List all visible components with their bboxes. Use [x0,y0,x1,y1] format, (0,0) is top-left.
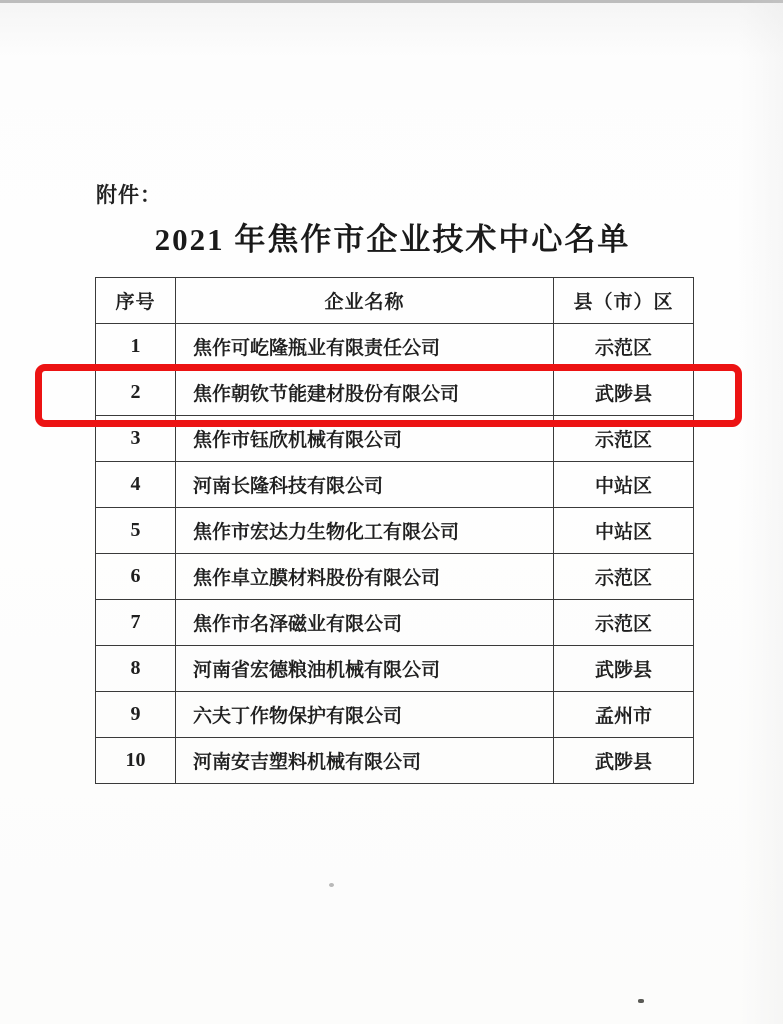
cell-name: 焦作市宏达力生物化工有限公司 [176,508,554,554]
table-row [96,692,694,738]
page-title: 2021 年焦作市企业技术中心名单 [154,222,631,257]
cell-district: 示范区 [554,554,694,600]
cell-name: 河南省宏德粮油机械有限公司 [176,646,554,692]
table-header [96,278,694,324]
cell-name: 焦作可屹隆瓶业有限责任公司 [176,324,554,370]
scan-top-haze [0,3,783,58]
table-row [96,646,694,692]
cell-no: 3 [96,416,176,462]
header-cell-name: 企业名称 [176,278,554,324]
header-cell-district: 县（市）区 [554,278,694,324]
table-row [96,324,694,370]
table-row [96,554,694,600]
cell-name: 河南长隆科技有限公司 [176,462,554,508]
cell-no: 7 [96,600,176,646]
table-row [96,416,694,462]
attachment-label: 附件： [96,183,162,207]
header-cell-no: 序号 [96,278,176,324]
cell-name: 焦作卓立膜材料股份有限公司 [176,554,554,600]
scan-speck [638,999,644,1003]
cell-district: 示范区 [554,600,694,646]
scan-right-haze [738,0,783,1024]
cell-no: 4 [96,462,176,508]
cell-no: 9 [96,692,176,738]
cell-no: 2 [96,370,176,416]
table-body [96,324,694,784]
cell-district: 武陟县 [554,370,694,416]
cell-name: 焦作市名泽磁业有限公司 [176,600,554,646]
cell-district: 示范区 [554,416,694,462]
cell-district: 中站区 [554,462,694,508]
cell-name: 焦作市钰欣机械有限公司 [176,416,554,462]
cell-name: 六夫丁作物保护有限公司 [176,692,554,738]
table-row [96,600,694,646]
table-row [96,370,694,416]
table-row [96,508,694,554]
cell-no: 10 [96,738,176,784]
cell-no: 8 [96,646,176,692]
table-row [96,738,694,784]
table-row [96,462,694,508]
cell-no: 6 [96,554,176,600]
cell-district: 武陟县 [554,738,694,784]
cell-district: 示范区 [554,324,694,370]
cell-no: 1 [96,324,176,370]
cell-district: 武陟县 [554,646,694,692]
cell-name: 河南安吉塑料机械有限公司 [176,738,554,784]
enterprise-table [95,277,694,784]
cell-district: 中站区 [554,508,694,554]
cell-district: 孟州市 [554,692,694,738]
cell-no: 5 [96,508,176,554]
table-header-row [96,278,694,324]
scan-speck [329,883,334,887]
cell-name: 焦作朝钦节能建材股份有限公司 [176,370,554,416]
